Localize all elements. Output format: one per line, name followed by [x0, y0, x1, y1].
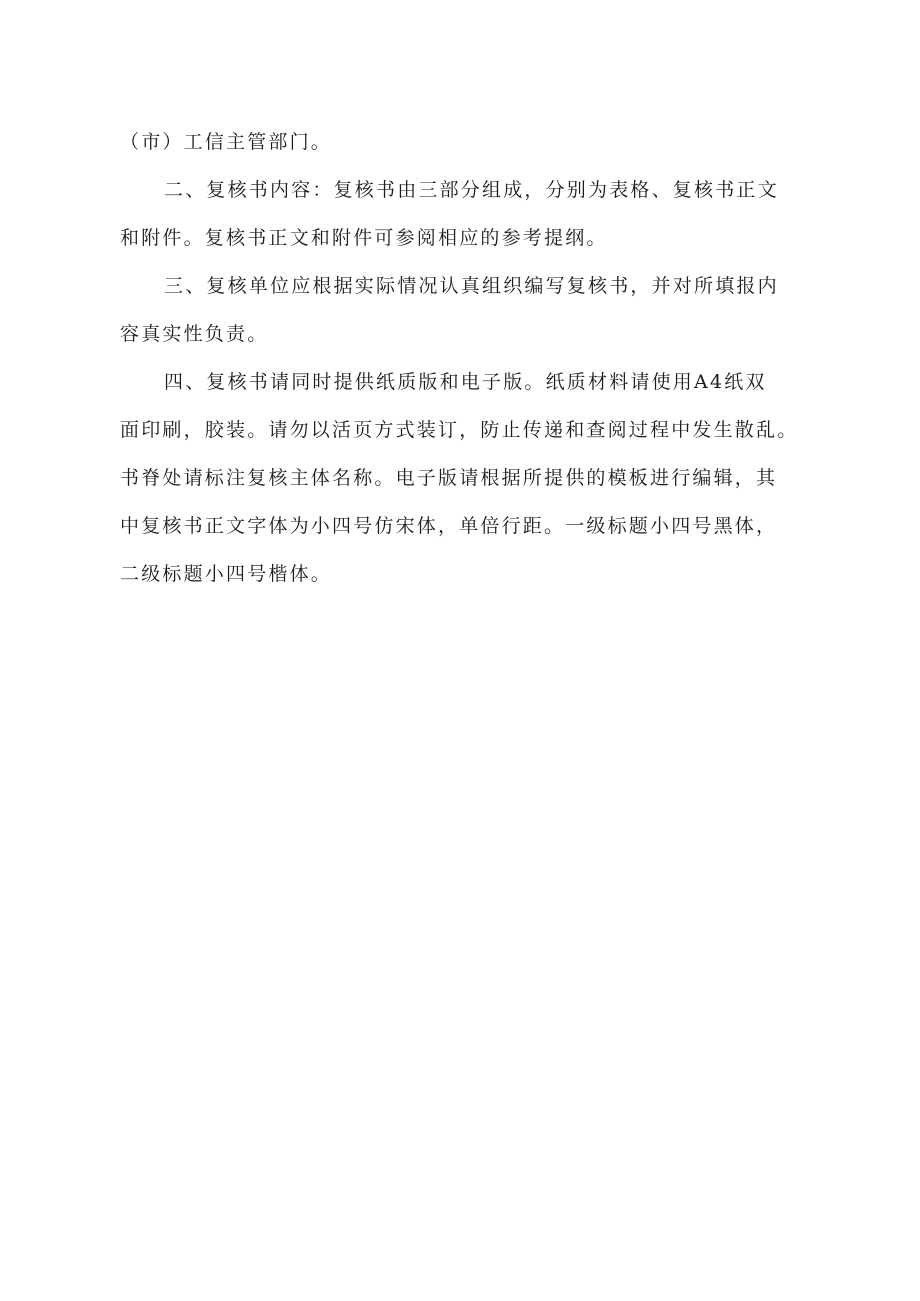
text-line: 三、复核单位应根据实际情况认真组织编写复核书，并对所填报内: [164, 275, 779, 297]
text-line: 容真实性负责。: [120, 323, 269, 345]
text-line: 书脊处请标注复核主体名称。电子版请根据所提供的模板进行编辑，其: [120, 467, 778, 489]
text-line: 中复核书正文字体为小四号仿宋体，单倍行距。一级标题小四号黑体，: [120, 515, 778, 537]
document-body: [120, 118, 800, 598]
text-line: 二、复核书内容：复核书由三部分组成，分别为表格、复核书正文: [164, 179, 779, 201]
text-line: （市）工信主管部门。: [120, 131, 333, 153]
text-line: 和附件。复核书正文和附件可参阅相应的参考提纲。: [120, 227, 608, 249]
text-line: 面印刷，胶装。请勿以活页方式装订，防止传递和查阅过程中发生散乱。: [120, 419, 799, 441]
paragraph-item-3: [120, 262, 800, 358]
paragraph-continuation: [120, 118, 800, 166]
text-line: 二级标题小四号楷体。: [120, 563, 333, 585]
paragraph-item-2: [120, 166, 800, 262]
text-line: 四、复核书请同时提供纸质版和电子版。纸质材料请使用A4纸双: [164, 371, 767, 393]
paragraph-item-4: [120, 358, 800, 598]
